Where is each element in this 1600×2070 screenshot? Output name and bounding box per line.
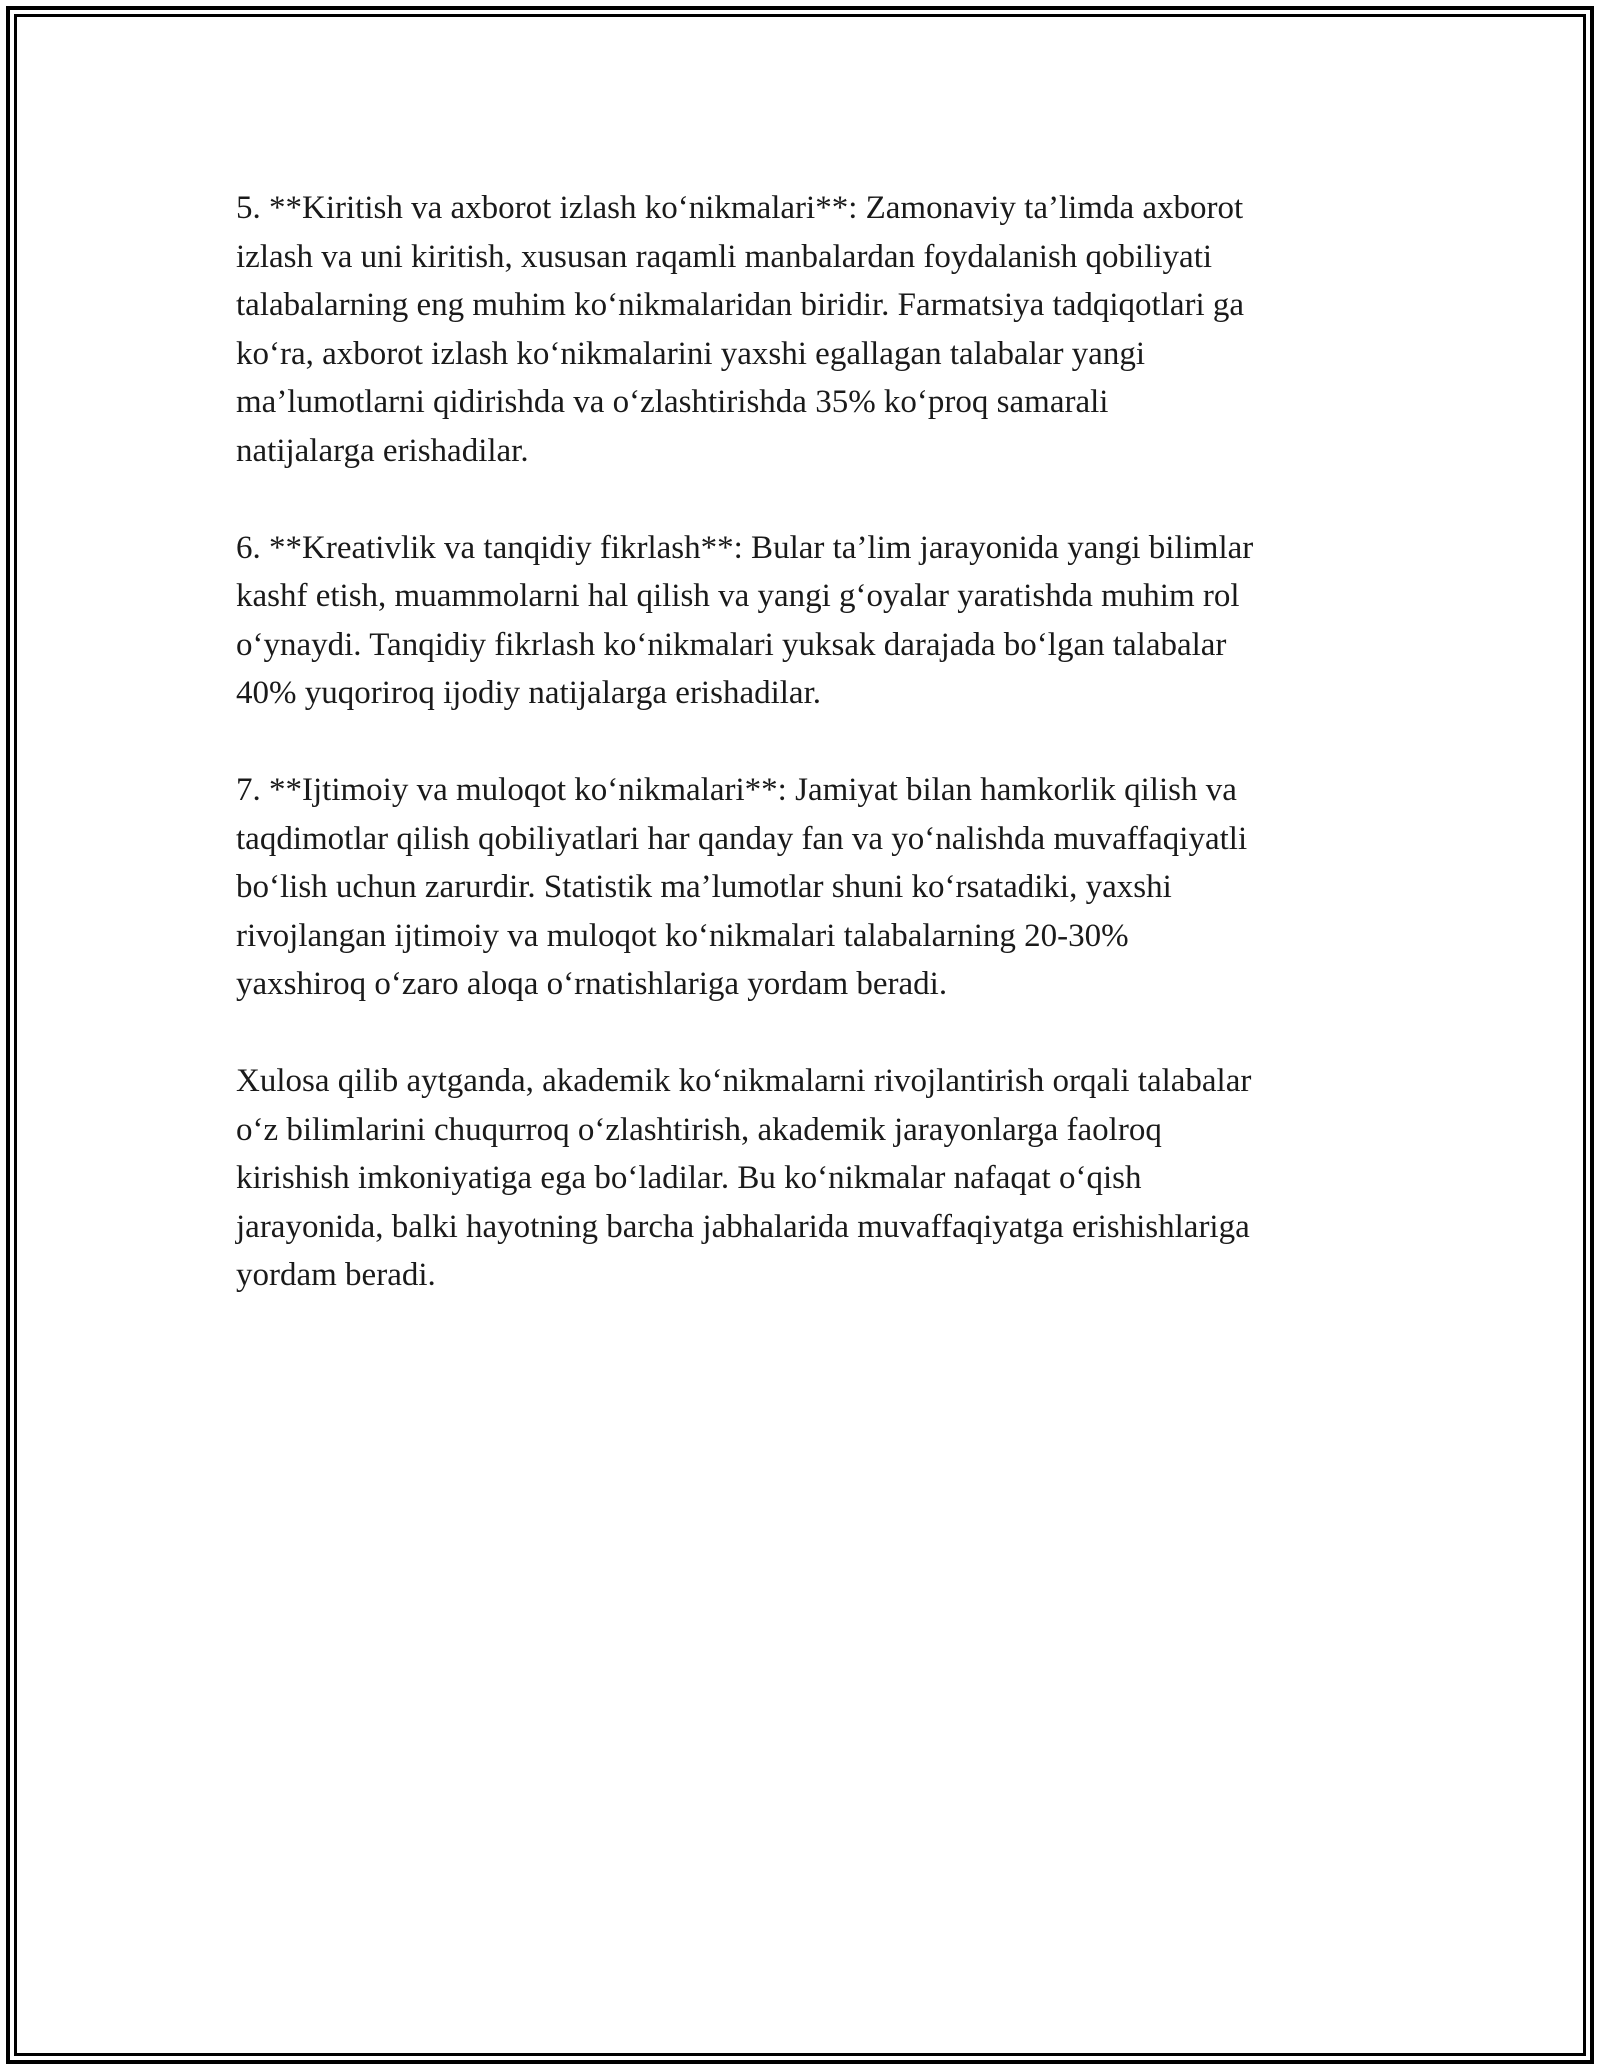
paragraph-conclusion: Xulosa qilib aytganda, akademik ko‘nikmalarni rivojlantirish orqali talabalar o‘z bilimlarini chuqurroq o‘zlashtirish, akademik jarayonlarga faolroq kirishish imkoniyatiga ega bo‘ladilar. Bu ko‘nikmalar nafaqat o‘qish jarayonida, balki hayotning barcha jabhalarida muvaffaqiyatga erishishlariga yordam beradi.	[236, 1063, 1252, 1293]
paragraph-skill-7: 7. **Ijtimoiy va muloqot ko‘nikmalari**: Jamiyat bilan hamkorlik qilish va taqdimotlar qilish qobiliyatlari har qanday fan va yo‘nalishda muvaffaqiyatli bo‘lish uchun zarurdir. Statistik ma’lumotlar shuni ko‘rsatadiki, yaxshi rivojlangan ijtimoiy va muloqot ko‘nikmalari talabalarning 20-30% yaxshiroq o‘zaro aloqa o‘rnatishlariga yordam beradi.	[236, 772, 1248, 1002]
document-body	[236, 184, 1376, 1348]
paragraph-skill-6: 6. **Kreativlik va tanqidiy fikrlash**: Bular ta’lim jarayonida yangi bilimlar kashf etish, muammolarni hal qilish va yangi g‘oyalar yaratishda muhim rol o‘ynaydi. Tanqidiy fikrlash ko‘nikmalari yuksak darajada bo‘lgan talabalar 40% yuqoriroq ijodiy natijalarga erishadilar.	[236, 529, 1254, 711]
paragraph-skill-5: 5. **Kiritish va axborot izlash ko‘nikmalari**: Zamonaviy ta’limda axborot izlash va uni kiritish, xususan raqamli manbalardan foydalanish qobiliyati talabalarning eng muhim ko‘nikmalaridan biridir. Farmatsiya tadqiqotlari ga ko‘ra, axborot izlash ko‘nikmalarini yaxshi egallagan talabalar yangi ma’lumotlarni qidirishda va o‘zlashtirishda 35% ko‘proq samarali natijalarga erishadilar.	[236, 190, 1245, 469]
